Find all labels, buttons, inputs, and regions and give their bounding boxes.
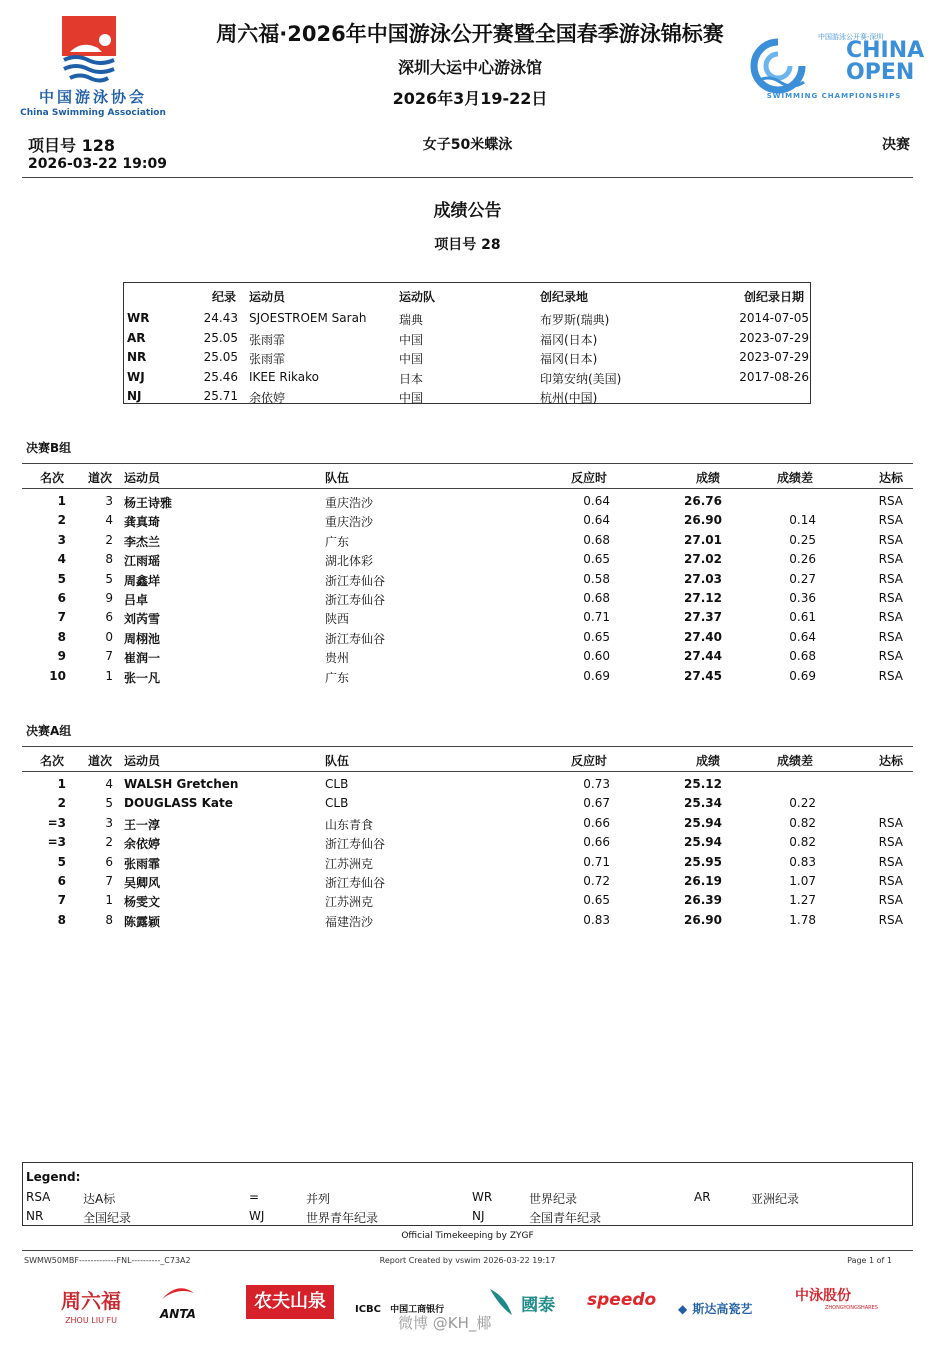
result-time: 25.12: [684, 777, 722, 791]
china-open-logo: [748, 32, 925, 104]
team-name: CLB: [325, 777, 349, 791]
final-b-table: [22, 463, 913, 693]
records-header-team: 运动队: [399, 290, 436, 304]
col-rank: 名次: [40, 754, 65, 768]
record-time: 24.43: [203, 311, 238, 325]
result-time: 25.34: [684, 796, 722, 811]
record-team: 瑞典: [399, 313, 424, 327]
col-team: 队伍: [325, 471, 350, 485]
table-row: [22, 855, 913, 874]
team-name: 广东: [325, 534, 350, 549]
lane: 1: [105, 893, 113, 908]
time-behind: 1.27: [789, 893, 816, 908]
record-team: 中国: [399, 352, 424, 366]
reaction-time: 0.71: [583, 610, 610, 625]
logo-top-text: 中国游泳公开赛·深圳: [818, 33, 884, 41]
record-athlete: 张雨霏: [249, 352, 286, 366]
lane: 8: [105, 912, 113, 927]
team-name: CLB: [325, 796, 349, 811]
logo-open-text: OPEN: [846, 60, 915, 85]
cswa-logo: [18, 12, 168, 124]
result-time: 27.44: [684, 649, 722, 664]
qualification: RSA: [878, 629, 903, 644]
lane: 2: [105, 835, 113, 850]
record-time: 25.05: [203, 330, 238, 345]
record-place: 布罗斯(瑞典): [540, 313, 610, 327]
result-time: 27.12: [684, 591, 722, 605]
time-behind: 0.36: [789, 591, 816, 605]
team-name: 福建浩沙: [325, 914, 374, 929]
lane: 5: [105, 796, 113, 811]
reaction-time: 0.58: [583, 571, 610, 586]
sponsor-zhouliufu: [50, 1285, 132, 1327]
reaction-time: 0.65: [583, 893, 610, 908]
qualification: RSA: [878, 854, 903, 869]
record-row: [124, 370, 810, 389]
records-header-athlete: 运动员: [249, 290, 286, 304]
record-team: 中国: [399, 391, 424, 405]
lane: 0: [105, 629, 113, 644]
records-box: [123, 282, 811, 404]
col-time: 成绩: [696, 754, 721, 768]
table-row: [22, 533, 913, 552]
qualification: RSA: [878, 532, 903, 547]
team-name: 湖北体彩: [325, 554, 374, 569]
lane: 6: [105, 854, 113, 869]
page-number: Page 1 of 1: [847, 1256, 892, 1265]
record-athlete: IKEE Rikako: [249, 369, 320, 384]
rank: 6: [57, 591, 66, 605]
venue: 深圳大运中心游泳馆: [397, 58, 542, 77]
team-name: 浙江寿仙谷: [325, 837, 386, 852]
col-lane: 道次: [88, 471, 113, 485]
event-datetime: 2026-03-22 19:09: [28, 156, 167, 172]
col-qual: 达标: [879, 471, 904, 485]
lane: 2: [105, 532, 113, 547]
reaction-time: 0.66: [583, 835, 610, 850]
team-name: 重庆浩沙: [325, 496, 374, 510]
time-behind: 0.14: [789, 513, 816, 528]
legend-code: NJ: [472, 1209, 485, 1223]
col-diff: 成绩差: [777, 754, 814, 768]
legend-desc: 亚洲纪录: [751, 1192, 800, 1206]
legend-code: NR: [26, 1209, 44, 1223]
lane: 3: [105, 494, 113, 508]
legend-code: WJ: [249, 1209, 265, 1223]
table-row: [22, 591, 913, 610]
report-code: SWMW50MBF-------------FNL----------_C73A2: [24, 1256, 191, 1265]
time-behind: 1.78: [789, 912, 816, 927]
athlete-name: 江雨瑶: [124, 554, 161, 569]
zhongyong-cn: 中泳股份: [795, 1288, 851, 1304]
result-time: 26.39: [684, 893, 722, 908]
report-created: Report Created by vswim 2026-03-22 19:17: [379, 1256, 556, 1265]
reaction-time: 0.60: [583, 649, 610, 664]
col-diff: 成绩差: [777, 471, 814, 485]
table-row: [22, 669, 913, 688]
qualification: RSA: [878, 815, 903, 830]
time-behind: 0.83: [789, 854, 816, 869]
lane: 3: [105, 815, 113, 830]
legend-desc: 世界青年纪录: [306, 1211, 379, 1225]
event-dates: 2026年3月19-22日: [392, 89, 548, 108]
reaction-time: 0.67: [583, 796, 610, 811]
records-header-date: 创纪录日期: [744, 290, 805, 304]
team-name: 浙江寿仙谷: [325, 573, 386, 588]
wave-swirl-icon: [748, 36, 808, 96]
legend-desc: 世界纪录: [529, 1192, 578, 1206]
qualification: RSA: [878, 649, 903, 664]
athlete-name: 余依婷: [124, 837, 161, 852]
athlete-name: 陈露颖: [124, 914, 161, 929]
reaction-time: 0.64: [583, 494, 610, 508]
legend-code: =: [249, 1190, 260, 1204]
legend-desc: 全国纪录: [83, 1211, 132, 1225]
zhongyong-en: ZHONGYONGSHARES: [825, 1305, 878, 1311]
event-number: 项目号 128: [28, 136, 115, 155]
reaction-time: 0.72: [583, 874, 610, 888]
qualification: RSA: [878, 571, 903, 586]
association-name-en: China Swimming Association: [20, 108, 166, 118]
record-time: 25.46: [203, 369, 238, 384]
lane: 7: [105, 649, 113, 664]
time-behind: 0.22: [789, 796, 816, 811]
legend-code: WR: [472, 1190, 493, 1204]
rank: 6: [57, 874, 66, 888]
reaction-time: 0.66: [583, 815, 610, 830]
athlete-name: 崔润一: [124, 651, 161, 666]
lane: 4: [105, 777, 113, 791]
anta-text: ANTA: [160, 1307, 196, 1321]
record-athlete: 余依婷: [249, 391, 286, 405]
zhouliufu-cn: 周六福: [61, 1289, 121, 1313]
record-type: AR: [127, 330, 146, 345]
records-header-place: 创纪录地: [540, 290, 589, 304]
team-name: 浙江寿仙谷: [325, 593, 386, 607]
reaction-time: 0.65: [583, 552, 610, 567]
table-row: [22, 649, 913, 668]
record-date: 2014-07-05: [739, 311, 809, 325]
rank: =3: [47, 815, 66, 830]
qualification: RSA: [878, 893, 903, 908]
team-name: 浙江寿仙谷: [325, 631, 386, 646]
reaction-time: 0.83: [583, 912, 610, 927]
table-row: [22, 630, 913, 649]
reaction-time: 0.71: [583, 854, 610, 869]
record-place: 福冈(日本): [540, 332, 598, 347]
rank: 5: [57, 854, 66, 869]
record-type: NJ: [127, 389, 142, 403]
time-behind: 0.82: [789, 815, 816, 830]
table-row: [22, 796, 913, 815]
time-behind: 0.68: [789, 649, 816, 664]
championship-title: 周六福·2026年中国游泳公开赛暨全国春季游泳锦标赛: [216, 22, 724, 46]
record-team: 日本: [399, 371, 424, 386]
col-qual: 达标: [879, 754, 904, 768]
zhouliufu-en: ZHOU LIU FU: [65, 1316, 117, 1325]
sponsor-speedo: speedo: [587, 1290, 657, 1310]
icbc-en: ICBC: [355, 1304, 382, 1315]
qualification: RSA: [878, 513, 903, 528]
table-row: [22, 816, 913, 835]
result-time: 26.76: [684, 494, 722, 508]
record-row: [124, 331, 810, 350]
reaction-time: 0.64: [583, 513, 610, 528]
rank: 7: [57, 893, 66, 908]
legend-code: RSA: [26, 1190, 51, 1204]
athlete-name: 张一凡: [124, 670, 161, 685]
col-team: 队伍: [325, 754, 350, 768]
sponsor-anta: [160, 1285, 200, 1327]
logo-china-text: CHINA: [846, 38, 925, 63]
time-behind: 0.82: [789, 835, 816, 850]
document-title: 成绩公告: [433, 201, 502, 221]
rank: 7: [57, 610, 66, 625]
time-behind: 0.27: [789, 571, 816, 586]
qualification: RSA: [878, 610, 903, 625]
team-name: 山东青食: [325, 817, 374, 832]
record-athlete: SJOESTROEM Sarah: [249, 311, 367, 325]
result-time: 25.95: [684, 854, 722, 869]
qualification: RSA: [878, 835, 903, 850]
record-row: [124, 350, 810, 369]
athlete-name: 李杰兰: [124, 534, 161, 549]
rank: 8: [57, 629, 66, 644]
team-name: 广东: [325, 670, 350, 685]
athlete-name: 吴卿风: [124, 876, 161, 890]
table-row: [22, 913, 913, 932]
rank: 2: [57, 796, 66, 811]
time-behind: 0.64: [789, 629, 816, 644]
athlete-name: 刘芮雪: [124, 612, 161, 627]
record-time: 25.71: [203, 389, 238, 403]
table-row: [22, 513, 913, 532]
col-reaction: 反应时: [571, 754, 608, 768]
qualification: RSA: [878, 874, 903, 888]
col-lane: 道次: [88, 754, 113, 768]
qualification: RSA: [878, 494, 903, 508]
reaction-time: 0.68: [583, 532, 610, 547]
association-name-cn: 中国游泳协会: [38, 88, 147, 106]
qualification: RSA: [878, 912, 903, 927]
qualification: RSA: [878, 591, 903, 605]
lane: 1: [105, 668, 113, 683]
col-time: 成绩: [696, 471, 721, 485]
athlete-name: 周栩池: [124, 631, 161, 646]
record-type: WJ: [127, 369, 145, 384]
rank: 4: [57, 552, 66, 567]
lane: 9: [105, 591, 113, 605]
lane: 6: [105, 610, 113, 625]
sida-icon: ◆: [678, 1302, 688, 1316]
rank: 5: [57, 571, 66, 586]
team-name: 陕西: [325, 612, 350, 627]
records-header-record: 纪录: [212, 290, 237, 304]
athlete-name: 杨雯文: [124, 895, 161, 910]
time-behind: 0.61: [789, 610, 816, 625]
guotai-text: 國泰: [521, 1295, 556, 1316]
document-subtitle: 项目号 28: [434, 237, 501, 253]
table-row: [22, 835, 913, 854]
team-name: 江苏洲克: [325, 895, 374, 910]
record-team: 中国: [399, 332, 424, 347]
table-row: [22, 874, 913, 893]
rank: 1: [57, 494, 66, 508]
athlete-name: 王一淳: [124, 817, 161, 832]
athlete-name: WALSH Gretchen: [124, 777, 239, 791]
result-time: 27.45: [684, 668, 722, 683]
event-name: 女子50米蝶泳: [422, 137, 513, 153]
record-athlete: 张雨霏: [249, 332, 286, 347]
record-place: 福冈(日本): [540, 352, 598, 366]
record-date: 2023-07-29: [739, 330, 809, 345]
result-time: 25.94: [684, 835, 722, 850]
result-time: 27.01: [684, 532, 722, 547]
athlete-name: 吕卓: [124, 593, 149, 607]
time-behind: 1.07: [789, 874, 816, 888]
final-b-header-row: [22, 463, 913, 489]
rank: 10: [49, 668, 66, 683]
rank: 1: [57, 777, 66, 791]
reaction-time: 0.73: [583, 777, 610, 791]
athlete-name: 龚真琦: [124, 515, 161, 530]
team-name: 重庆浩沙: [325, 515, 374, 530]
header-divider: [22, 177, 913, 178]
footer-divider: [22, 1250, 913, 1251]
team-name: 浙江寿仙谷: [325, 876, 386, 890]
result-time: 26.90: [684, 912, 722, 927]
athlete-name: 周鑫垟: [124, 573, 161, 588]
sponsor-zhongyong: [795, 1285, 895, 1327]
final-a-header-row: [22, 746, 913, 772]
qualification: RSA: [878, 668, 903, 683]
result-time: 27.02: [684, 552, 722, 567]
table-row: [22, 494, 913, 513]
lane: 5: [105, 571, 113, 586]
record-time: 25.05: [203, 350, 238, 364]
sida-text: 斯达高瓷艺: [692, 1302, 753, 1316]
col-athlete: 运动员: [124, 471, 161, 485]
result-time: 25.94: [684, 815, 722, 830]
time-behind: 0.69: [789, 668, 816, 683]
rank: 8: [57, 912, 66, 927]
record-date: 2023-07-29: [739, 350, 809, 364]
table-row: [22, 777, 913, 796]
result-time: 26.90: [684, 513, 722, 528]
time-behind: 0.26: [789, 552, 816, 567]
result-time: 27.03: [684, 571, 722, 586]
record-place: 印第安纳(美国): [540, 371, 622, 386]
logo-sub-text: SWIMMING CHAMPIONSHIPS: [766, 92, 902, 100]
icbc-cn: 中国工商银行: [390, 1305, 445, 1315]
rank: 2: [57, 513, 66, 528]
round-name: 决赛: [882, 137, 910, 153]
record-type: WR: [127, 311, 150, 325]
athlete-name: 杨王诗雅: [124, 496, 173, 510]
final-a-table: [22, 746, 913, 936]
legend-desc: 达A标: [83, 1192, 116, 1206]
table-row: [22, 572, 913, 591]
record-type: NR: [127, 350, 147, 364]
team-name: 贵州: [325, 651, 350, 666]
legend-desc: 全国青年纪录: [529, 1211, 602, 1225]
sponsor-nongfu: 农夫山泉: [246, 1285, 334, 1319]
legend-desc: 并列: [306, 1192, 331, 1206]
table-row: [22, 610, 913, 629]
reaction-time: 0.65: [583, 629, 610, 644]
legend-title: Legend:: [26, 1170, 81, 1184]
legend-code: AR: [694, 1190, 711, 1204]
record-place: 杭州(中国): [540, 391, 598, 405]
reaction-time: 0.69: [583, 668, 610, 683]
athlete-name: DOUGLASS Kate: [124, 796, 233, 811]
table-row: [22, 552, 913, 571]
final-a-title: 决赛A组: [26, 724, 72, 738]
result-time: 27.40: [684, 629, 722, 644]
reaction-time: 0.68: [583, 591, 610, 605]
time-behind: 0.25: [789, 532, 816, 547]
rank: 9: [57, 649, 66, 664]
final-b-title: 决赛B组: [26, 441, 72, 455]
result-time: 26.19: [684, 874, 722, 888]
legend-box: [22, 1162, 913, 1226]
anta-swoosh-icon: [160, 1285, 196, 1303]
col-athlete: 运动员: [124, 754, 161, 768]
lane: 4: [105, 513, 113, 528]
table-row: [22, 893, 913, 912]
athlete-name: 张雨霏: [124, 856, 161, 871]
col-rank: 名次: [40, 471, 65, 485]
team-name: 江苏洲克: [325, 856, 374, 871]
timekeeping-note: Official Timekeeping by ZYGF: [401, 1231, 534, 1241]
rank: =3: [47, 835, 66, 850]
record-row: [124, 389, 810, 408]
result-time: 27.37: [684, 610, 722, 625]
lane: 7: [105, 874, 113, 888]
qualification: RSA: [878, 552, 903, 567]
watermark: 微博 @KH_椰: [398, 1314, 492, 1332]
record-date: 2017-08-26: [739, 369, 809, 384]
record-row: [124, 311, 810, 330]
lane: 8: [105, 552, 113, 567]
col-reaction: 反应时: [571, 471, 608, 485]
sponsor-sida: [678, 1298, 778, 1340]
rank: 3: [57, 532, 66, 547]
